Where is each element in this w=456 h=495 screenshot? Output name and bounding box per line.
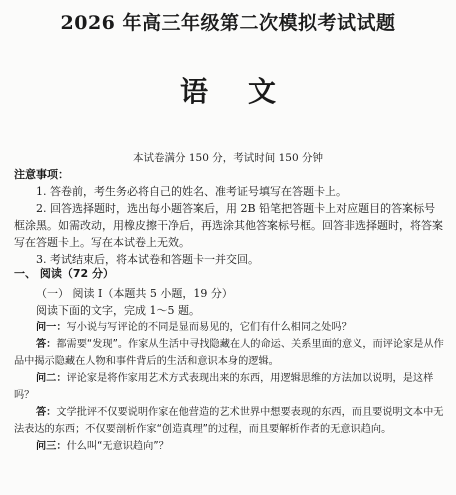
qa-list xyxy=(14,319,444,455)
note-item-3: 3. 考试结束后，将本试卷和答题卡一并交回。 xyxy=(36,253,259,266)
qa-label: 问一： xyxy=(36,322,67,333)
exam-info: 本试卷满分 150 分，考试时间 150 分钟 xyxy=(133,152,323,164)
notes-heading: 注意事项： xyxy=(14,168,69,181)
reading-section xyxy=(14,265,444,455)
note-item-2: 2. 回答选择题时，选出每小题答案后，用 2B 铅笔把答题卡上对应题目的答案标号框涂黑。如需改动，用橡皮擦干净后，再选涂其他答案标号框。回答非选择题时，将答案写在答题卡上。写在本试卷上无效。 xyxy=(14,202,443,249)
qa-text: 写小说与写评论的不同是显而易见的，它们有什么相同之处吗？ xyxy=(66,322,352,333)
notes-section xyxy=(14,166,444,268)
subject-title xyxy=(0,70,456,110)
qa-item-4 xyxy=(14,404,444,438)
qa-label: 问二： xyxy=(36,373,67,384)
exam-title: 2026 年高三年级第二次模拟考试试题 xyxy=(60,12,396,34)
qa-item-1 xyxy=(14,319,444,336)
qa-text: 什么叫“无意识趋向”？ xyxy=(66,441,169,452)
section-sub-heading: （一） 阅读 Ⅰ（本题共 5 小题，19 分） xyxy=(36,287,233,300)
qa-text: 文学批评不仅要说明作家在他营造的艺术世界中想要表现的东西，而且要说明文本中无法表达的东西；不仅要剖析作家“创造真理”的过程，而且要解析作者的无意识趋向。 xyxy=(14,407,444,435)
qa-item-2 xyxy=(14,336,444,370)
note-item-1: 1. 答卷前，考生务必将自己的姓名、准考证号填写在答题卡上。 xyxy=(36,185,347,198)
qa-item-5 xyxy=(14,438,444,455)
qa-label: 答： xyxy=(36,339,57,350)
qa-text: 评论家是将作家用艺术方式表现出来的东西，用逻辑思维的方法加以说明，是这样吗？ xyxy=(14,373,434,401)
qa-label: 答： xyxy=(36,407,57,418)
qa-label: 问三： xyxy=(36,441,67,452)
qa-item-3 xyxy=(14,370,444,404)
section-instruction: 阅读下面的文字，完成 1～5 题。 xyxy=(36,304,200,317)
subject-char-1: 语 xyxy=(179,75,208,108)
subject-char-2: 文 xyxy=(248,75,277,108)
qa-text: 都需要“发现”。作家从生活中寻找隐藏在人的命运、关系里面的意义，而评论家是从作品中揭示隐藏在人物和事件背后的生活和意识本身的逻辑。 xyxy=(14,339,444,367)
section-heading: 一、 阅读（72 分） xyxy=(14,267,114,280)
